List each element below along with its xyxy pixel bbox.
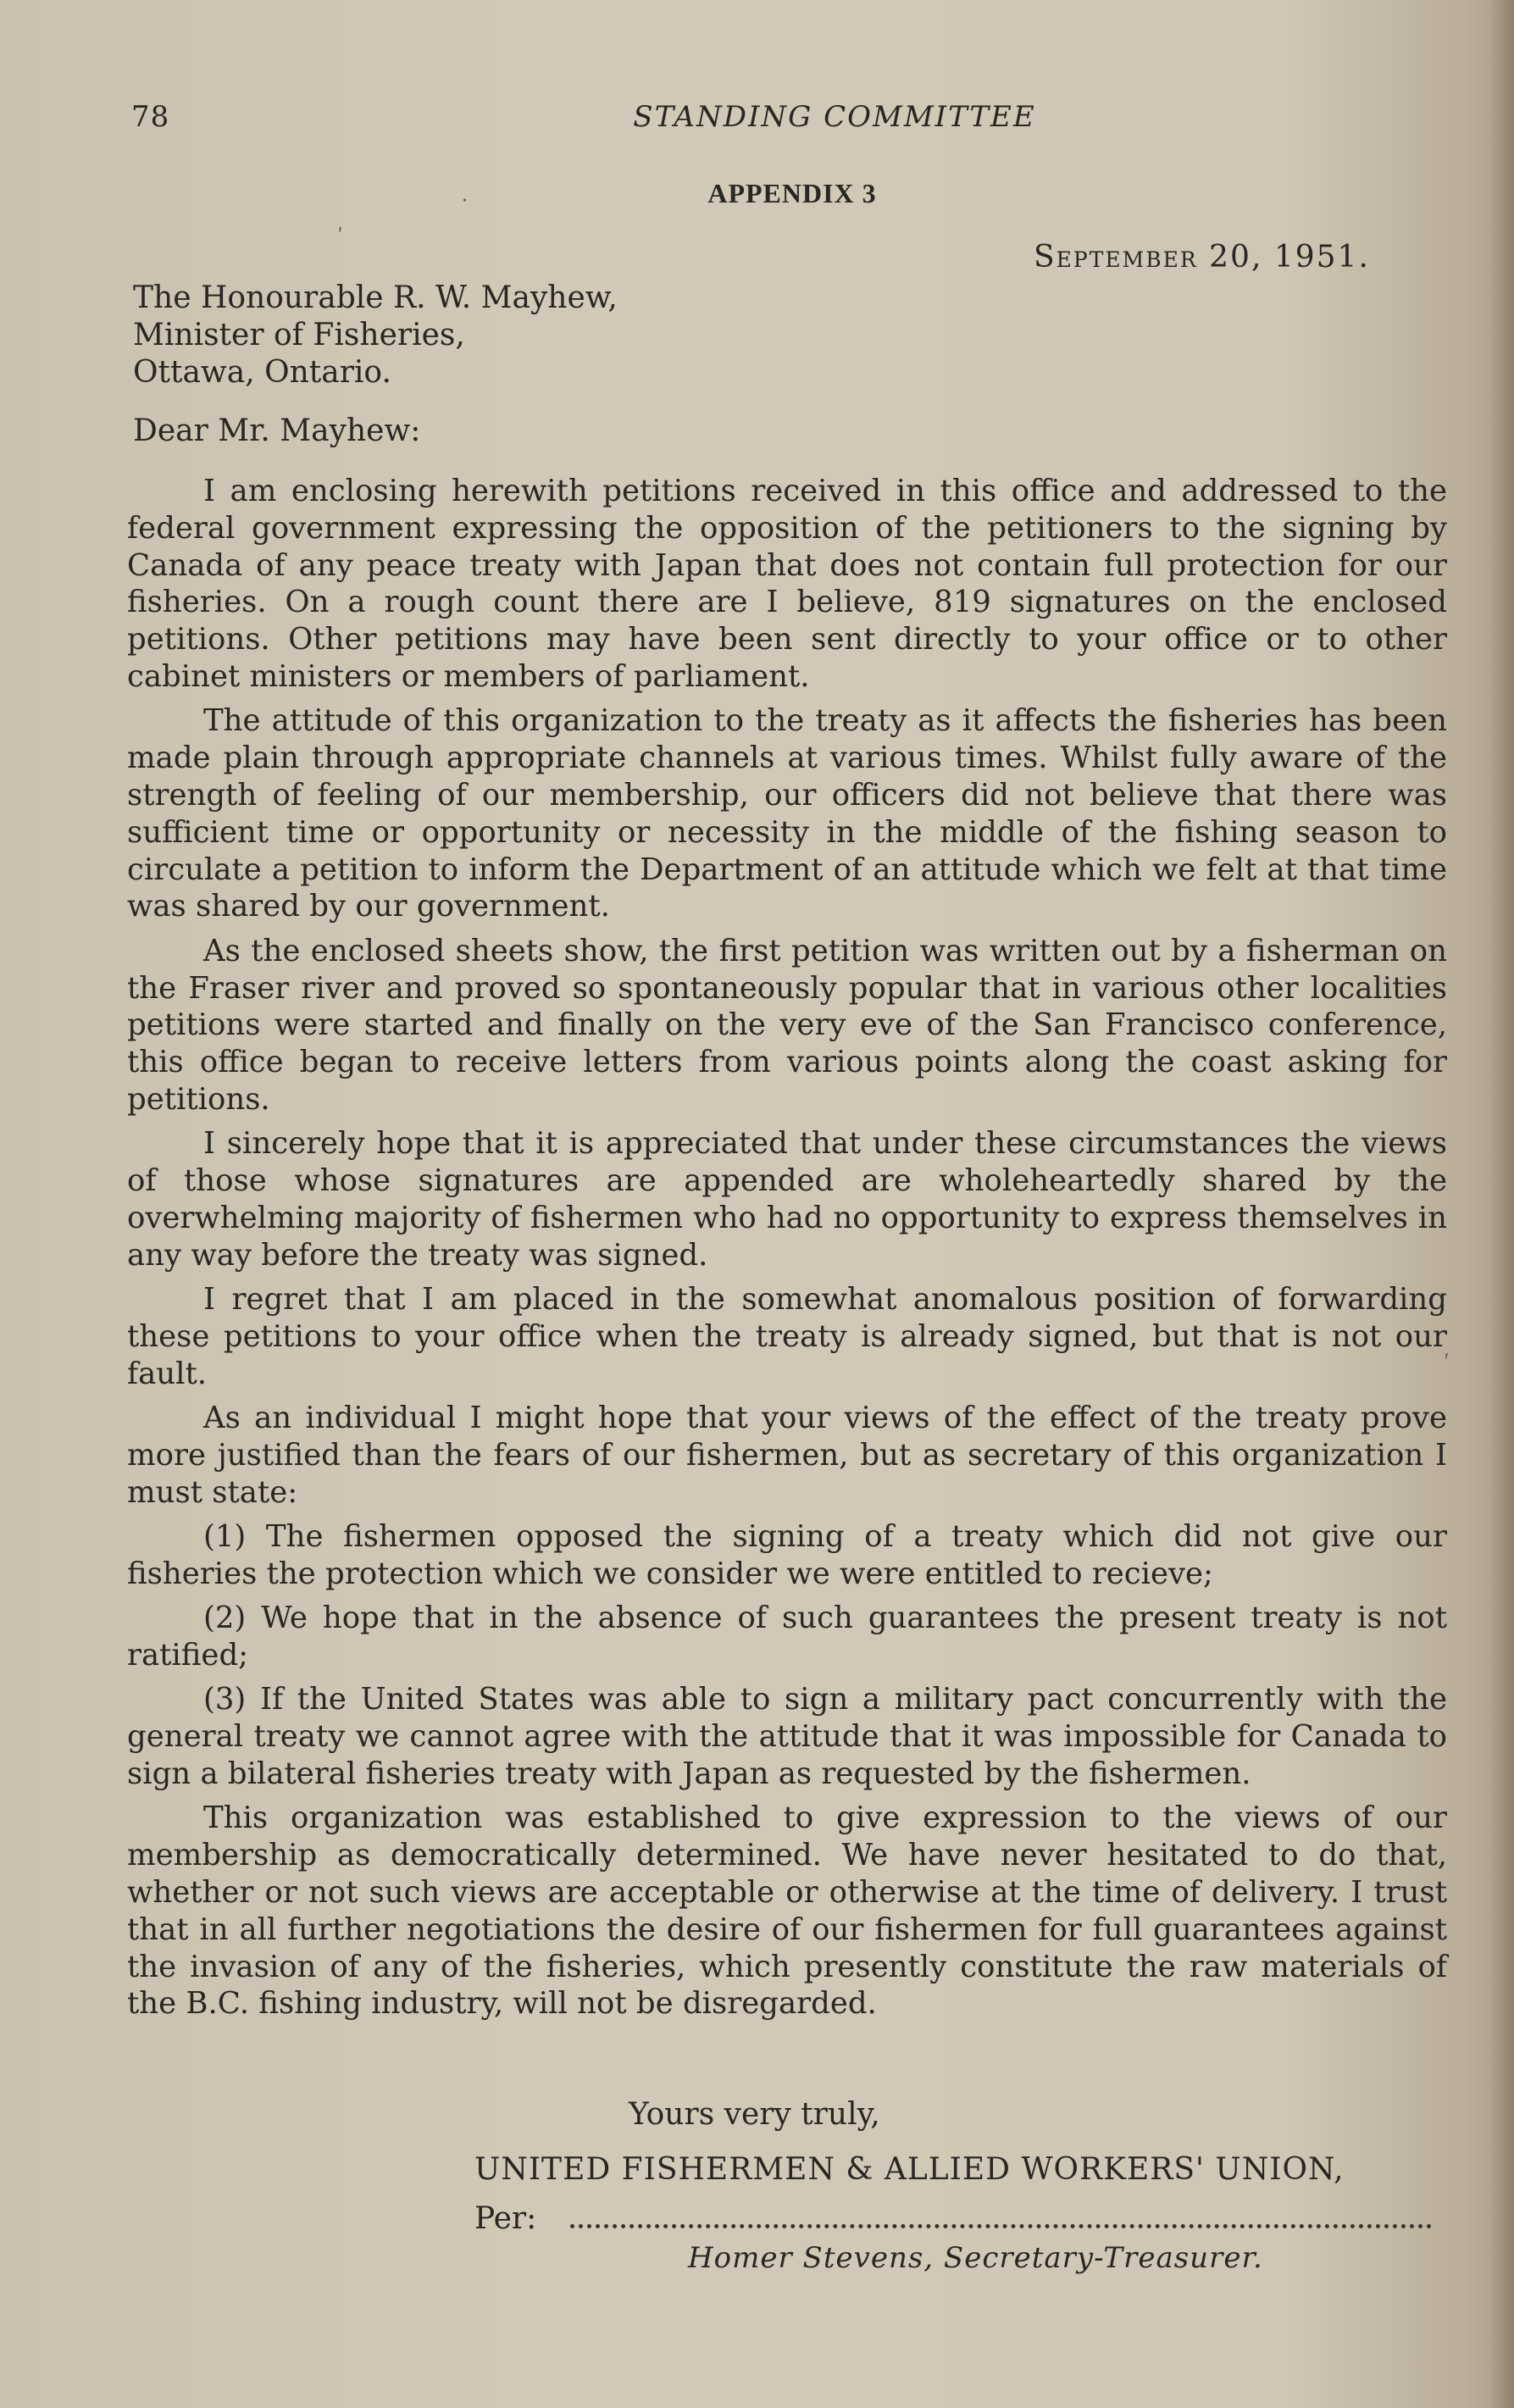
organization-name: UNITED FISHERMEN & ALLIED WORKERS' UNION, bbox=[474, 2152, 1345, 2187]
numbered-point: (1) The fishermen opposed the signing of a treaty which did not give our fisheries the protection which we consider we were entitled to recieve; bbox=[127, 1519, 1447, 1591]
appendix-heading: APPENDIX 3 bbox=[707, 178, 877, 208]
numbered-point: (2) We hope that in the absence of such guarantees the present treaty is not ratified; bbox=[127, 1601, 1447, 1673]
address-line: Ottawa, Ontario. bbox=[133, 355, 391, 390]
letter-date: September 20, 1951. bbox=[1034, 240, 1370, 275]
address-line: Minister of Fisheries, bbox=[133, 318, 465, 352]
page-header bbox=[131, 100, 1402, 142]
page-edge-shadow bbox=[1489, 0, 1514, 2408]
paragraph: I am enclosing herewith petitions received in this office and addressed to the federal government expressing the opposition of the petitioners to the signing by Canada of any peace treaty with Japan that does not contain full protection for our fisheries. On a rough count there are I believe, 819 signatures on the enclosed petitions. Other petitions may have been sent directly to your office or to other cabinet ministers or members of parliament. bbox=[127, 474, 1447, 694]
recipient-address bbox=[133, 280, 618, 391]
page-number: 78 bbox=[131, 100, 170, 134]
paragraph: The attitude of this organization to the treaty as it affects the fisheries has been made plain through appropriate channels at various times. Whilst fully aware of the strength of feeling of our membership, our officers did not believe that there was sufficient time or opportunity or necessity in the middle of the fishing season to circulate a petition to inform the Department of an attitude which we felt at that time was shared by our government. bbox=[127, 703, 1447, 924]
numbered-point: (3) If the United States was able to sign a military pact concurrently with the general treaty we cannot agree with the attitude that it was impossible for Canada to sign a bilateral fisheries treaty with Japan as requested by the fishermen. bbox=[127, 1682, 1447, 1792]
pencil-tick: ´ bbox=[1439, 1350, 1461, 1379]
complimentary-close: Yours very truly, bbox=[629, 2097, 880, 2132]
per-label: Per: bbox=[474, 2201, 537, 2236]
signatory-name: Homer Stevens, Secretary-Treasurer. bbox=[688, 2241, 1263, 2275]
paragraph: I regret that I am placed in the somewhat anomalous position of forwarding these petitions to your office when the treaty is already signed, but that is not our fault. bbox=[127, 1282, 1447, 1391]
pencil-tick: ´ bbox=[332, 223, 357, 252]
ink-speck: · bbox=[462, 191, 468, 212]
paragraph: As an individual I might hope that your views of the effect of the treaty prove more justified than the fears of our fishermen, but as secretary of this organization I must state: bbox=[127, 1401, 1447, 1510]
running-title: STANDING COMMITTEE bbox=[633, 100, 1036, 134]
address-line: The Honourable R. W. Mayhew, bbox=[133, 280, 618, 315]
letter-body bbox=[127, 473, 1447, 2030]
salutation: Dear Mr. Mayhew: bbox=[133, 413, 421, 448]
paragraph: As the enclosed sheets show, the first petition was written out by a fisherman on the Fraser river and proved so spontaneously popular that in various other localities petitions were started and finally on the very eve of the San Francisco conference, this office began to receive letters from various points along the coast asking for petitions. bbox=[127, 933, 1447, 1117]
signature-line bbox=[474, 2201, 1432, 2236]
paragraph: I sincerely hope that it is appreciated that under these circumstances the views of those whose signatures are appended are wholeheartedly shared by the overwhelming majority of fishermen who had no opportunity to express themselves in any way before the treaty was signed. bbox=[127, 1126, 1447, 1273]
dotted-signature-leader bbox=[570, 2224, 1432, 2228]
paragraph: This organization was established to give expression to the views of our membership as democratically determined. We have never hesitated to do that, whether or not such views are acceptable or otherwise at the time of delivery. I trust that in all further negotiations the desire of our fishermen for full guarantees against the invasion of any of the fisheries, which presently constitute the raw materials of the B.C. fishing industry, will not be disregarded. bbox=[127, 1800, 1447, 2022]
